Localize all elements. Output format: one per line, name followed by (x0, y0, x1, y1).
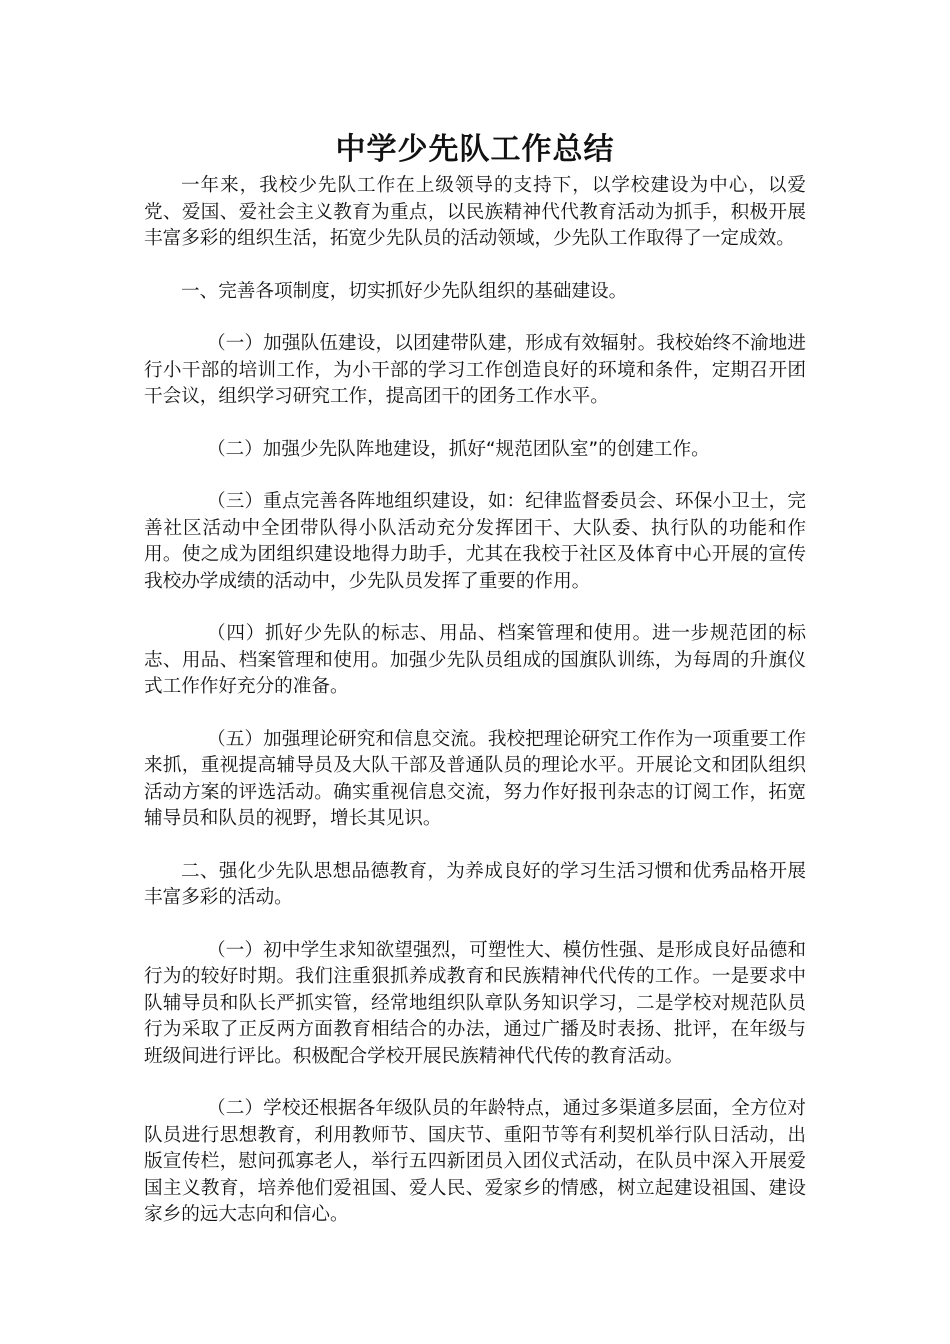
paragraph-1-2: （二）加强少先队阵地建设，抓好“规范团队室”的创建工作。 (207, 438, 710, 460)
section-heading-1: 一、完善各项制度，切实抓好少先队组织的基础建设。 (181, 280, 628, 302)
document-body (144, 173, 806, 1255)
paragraph-intro: 一年来，我校少先队工作在上级领导的支持下，以学校建设为中心，以爱党、爱国、爱社会主义教育为重点，以民族精神代代教育活动为抓手，积极开展丰富多彩的组织生活，拓宽少先队员的活动领域，少先队工作取得了一定成效。 (144, 175, 806, 249)
paragraph-2-2: （二）学校还根据各年级队员的年龄特点，通过多渠道多层面，全方位对队员进行思想教育，利用教师节、国庆节、重阳节等有利契机举行队日活动，出版宣传栏，慰问孤寡老人，举行五四新团员入团仪式活动，在队员中深入开展爱国主义教育，培养他们爱祖国、爱人民、爱家乡的情感，树立起建设祖国、建设家乡的远大志向和信心。 (144, 1098, 806, 1225)
paragraph-2-1: （一）初中学生求知欲望强烈，可塑性大、模仿性强、是形成良好品德和行为的较好时期。我们注重狠抓养成教育和民族精神代代传的工作。一是要求中队辅导员和队长严抓实管，经常地组织队章队务知识学习，二是学校对规范队员行为采取了正反两方面教育相结合的办法，通过广播及时表扬、批评，在年级与班级间进行评比。积极配合学校开展民族精神代代传的教育活动。 (144, 939, 806, 1067)
paragraph-1-5: （五）加强理论研究和信息交流。我校把理论研究工作作为一项重要工作来抓，重视提高辅导员及大队干部及普通队员的理论水平。开展论文和团队组织活动方案的评选活动。确实重视信息交流，努力作好报刊杂志的订阅工作，拓宽辅导员和队员的视野，增长其见识。 (144, 728, 806, 829)
document-title: 中学少先队工作总结 (335, 132, 615, 167)
paragraph-1-1: （一）加强队伍建设，以团建带队建，形成有效辐射。我校始终不渝地进行小干部的培训工作，为小干部的学习工作创造良好的环境和条件，定期召开团干会议，组织学习研究工作，提高团干的团务工作水平。 (144, 333, 806, 407)
paragraph-1-4: （四）抓好少先队的标志、用品、档案管理和使用。进一步规范团的标志、用品、档案管理和使用。加强少先队员组成的国旗队训练，为每周的升旗仪式工作作好充分的准备。 (144, 623, 806, 697)
paragraph-1-3: （三）重点完善各阵地组织建设，如：纪律监督委员会、环保小卫士，完善社区活动中全团带队得小队活动充分发挥团干、大队委、执行队的功能和作用。使之成为团组织建设地得力助手，尤其在我校于社区及体育中心开展的宣传我校办学成绩的活动中，少先队员发挥了重要的作用。 (144, 491, 806, 592)
section-heading-2: 二、强化少先队思想品德教育，为养成良好的学习生活习惯和优秀品格开展丰富多彩的活动。 (144, 860, 806, 908)
